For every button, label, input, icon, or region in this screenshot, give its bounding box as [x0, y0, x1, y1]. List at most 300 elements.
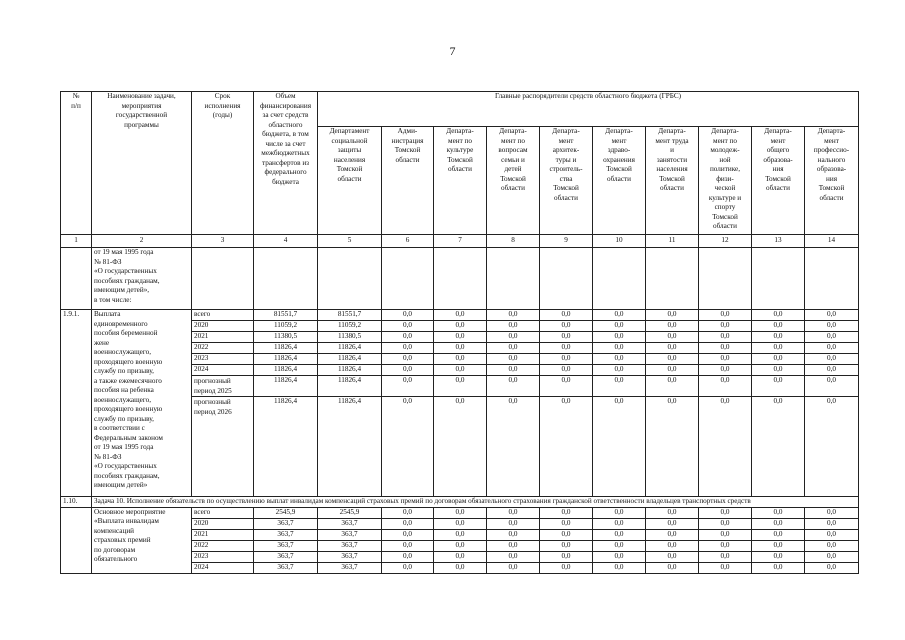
- item-1-9-1-dept-3-value: 0,0: [434, 353, 486, 364]
- header-grbs-line: детей: [504, 165, 522, 173]
- header-volume: [254, 92, 318, 235]
- item-1-9-1-dept-9-value: 0,0: [752, 396, 804, 407]
- header-grbs-line: области: [659, 184, 685, 192]
- column-number: 7: [434, 235, 487, 248]
- header-grbs-line: культуре: [446, 146, 474, 154]
- main-event-period-value: 2024: [192, 562, 253, 573]
- item-1-9-1-dept-3: [434, 310, 487, 497]
- main-event-dept-5-value: 0,0: [561, 507, 571, 516]
- item-1-9-1-dept-3-value: 0,0: [434, 364, 486, 375]
- main-event-dept-social-value: 363,7: [318, 562, 381, 573]
- main-event-period: [192, 507, 254, 573]
- main-event-dept-10-value: 0,0: [805, 540, 858, 551]
- item-1-9-1-name-line: пособия беременной: [94, 329, 158, 337]
- item-1-9-1-dept-8: [699, 310, 752, 497]
- header-grbs-line: Томской: [447, 155, 473, 164]
- page-number: 7: [449, 44, 456, 58]
- item-1-9-1-dept-10-value: 0,0: [805, 364, 858, 375]
- main-event-dept-10: [805, 507, 859, 573]
- item-1-9-1-dept-social-value: 11380,5: [318, 331, 381, 342]
- item-1-9-1-dept-6-value: 0,0: [593, 353, 645, 364]
- item-1-9-1-name-line: единовременного: [94, 319, 148, 328]
- header-volume-line: бюджета: [272, 177, 299, 186]
- header-grbs-line: социальной: [331, 136, 368, 145]
- item-1-9-1-dept-6: [593, 310, 646, 497]
- header-grbs-line: области: [765, 184, 791, 192]
- header-grbs-line: ной: [719, 155, 731, 164]
- header-grbs-line: Департа-: [605, 127, 633, 135]
- main-event-dept-5-value: 0,0: [540, 518, 592, 529]
- header-volume-line: федерального: [264, 168, 307, 176]
- item-1-9-1-name: [92, 310, 192, 497]
- item-1-9-1-dept-9-value: 0,0: [752, 342, 804, 353]
- header-grbs-line: нального: [817, 155, 846, 164]
- header-grbs-line: области: [447, 165, 473, 173]
- item-1-9-1-dept-4-value: 0,0: [487, 320, 539, 331]
- item-1-9-1-total-value: 11826,4: [254, 375, 317, 386]
- item-1-9-1-dept-2-value: 0,0: [382, 364, 433, 375]
- column-number: 8: [487, 235, 540, 248]
- header-grbs-line: вопросам: [498, 146, 528, 154]
- main-event-dept-7-value: 0,0: [646, 529, 698, 540]
- header-grbs-line: образова-: [816, 165, 847, 173]
- header-name-line: государственной: [115, 111, 168, 119]
- item-1-9-1-total: [254, 310, 318, 497]
- header-grbs-line: Томской: [765, 174, 791, 183]
- main-event-dept-6-value: 0,0: [593, 529, 645, 540]
- main-event-name-line: по договорам: [94, 545, 136, 554]
- item-1-9-1-row: [61, 310, 859, 497]
- main-event-dept-3-value: 0,0: [434, 540, 486, 551]
- main-event-dept-3-value: 0,0: [455, 507, 465, 516]
- item-1-9-1-dept-social-value: 11826,4: [318, 396, 381, 407]
- item-1-9-1-dept-social-value: 11826,4: [318, 364, 381, 375]
- item-1-9-1-period: [192, 310, 254, 497]
- main-event-dept-4-value: 0,0: [487, 540, 539, 551]
- main-event-name-line: страховых премий: [94, 536, 151, 544]
- item-1-9-1-dept-4-value: 0,0: [508, 310, 518, 318]
- header-grbs-line: мент труда: [655, 136, 689, 145]
- header-grbs-line: Томской: [336, 165, 363, 173]
- header-grbs-line: Департа-: [499, 127, 527, 135]
- main-event-dept-10-value: 0,0: [827, 507, 836, 516]
- header-grbs-line: Томской: [659, 174, 685, 183]
- header-grbs-2: [382, 127, 434, 235]
- main-event-dept-7-value: 0,0: [646, 551, 698, 562]
- column-number: 12: [699, 235, 752, 248]
- item-1-9-1-dept-8-value: 0,0: [699, 375, 751, 386]
- item-1-9-1-dept-10: [805, 310, 859, 497]
- header-grbs-line: Томской: [606, 165, 632, 173]
- header-number: [61, 92, 92, 235]
- item-1-9-1-dept-5-value: 0,0: [540, 353, 592, 364]
- item-1-9-1-dept-10-value: 0,0: [827, 310, 836, 318]
- item-1-9-1-dept-social-value: 11059,2: [318, 320, 381, 331]
- main-event-dept-2-value: 0,0: [403, 507, 412, 516]
- item-1-9-1-dept-10-value: 0,0: [805, 331, 858, 342]
- item-1-9-1-dept-4-value: 0,0: [487, 331, 539, 342]
- item-1-9-1-name-line: от 19 мая 1995 года: [94, 443, 154, 451]
- main-event-number: [61, 507, 92, 573]
- main-event-dept-6-value: 0,0: [593, 551, 645, 562]
- header-grbs-line: архитек-: [552, 146, 580, 154]
- item-1-9-1-dept-10-value: 0,0: [805, 342, 858, 353]
- item-1-9-1-dept-social-value: 11826,4: [318, 375, 381, 386]
- header-grbs-line: ческой: [714, 184, 736, 192]
- header-grbs-line: образова-: [763, 155, 793, 164]
- item-1-9-1-dept-9-value: 0,0: [752, 375, 804, 386]
- header-grbs-9: [752, 127, 805, 235]
- item-1-9-1-dept-5-value: 0,0: [540, 320, 592, 331]
- column-number: 5: [318, 235, 382, 248]
- item-1-9-1-dept-9-value: 0,0: [773, 310, 783, 318]
- header-grbs-line: Томской: [394, 146, 421, 154]
- main-event-dept-5-value: 0,0: [540, 529, 592, 540]
- main-event-period-value: 2023: [192, 551, 253, 562]
- item-1-9-1-name-line: «О государственных: [94, 462, 157, 470]
- item-1-9-1-dept-9: [752, 310, 805, 497]
- item-1-9-1-dept-3-value: 0,0: [434, 331, 486, 342]
- item-1-9-1-total-value: 11826,4: [254, 364, 317, 375]
- item-1-9-1-dept-4-value: 0,0: [487, 396, 539, 407]
- main-event-dept-2-value: 0,0: [382, 551, 433, 562]
- item-1-9-1-dept-7-value: 0,0: [646, 364, 698, 375]
- header-volume-line: финансирования: [259, 101, 312, 110]
- main-event-dept-3: [434, 507, 487, 573]
- continuation-number-cell: [61, 248, 92, 310]
- item-1-9-1-total-value: 11826,4: [254, 342, 317, 353]
- item-1-9-1-dept-5-value: 0,0: [540, 375, 592, 386]
- item-1-9-1-name-line: службу по призыву,: [94, 414, 154, 423]
- main-event-dept-9-value: 0,0: [773, 507, 783, 516]
- header-grbs-5: [540, 127, 593, 235]
- main-event-dept-6-value: 0,0: [614, 507, 624, 516]
- header-grbs-line: Департа-: [711, 127, 739, 135]
- item-1-9-1-dept-social-value: 11826,4: [318, 353, 381, 364]
- main-event-dept-3-value: 0,0: [434, 518, 486, 529]
- item-1-9-1-dept-10-value: 0,0: [805, 353, 858, 364]
- header-grbs-line: мент: [770, 136, 786, 145]
- item-1-9-1-dept-7-value: 0,0: [646, 396, 698, 407]
- main-event-dept-social-value: 363,7: [318, 551, 381, 562]
- item-1-9-1-dept-8-value: 0,0: [699, 364, 751, 375]
- main-event-dept-8-value: 0,0: [699, 551, 751, 562]
- header-grbs-line: мент по: [713, 136, 737, 145]
- continuation-row: [61, 248, 859, 310]
- item-1-9-1-period-value: 2022: [192, 342, 253, 353]
- item-1-9-1-name-line: пособия на ребенка: [94, 386, 154, 394]
- item-1-9-1-dept-6-value: 0,0: [593, 364, 645, 375]
- header-grbs-line: Томской: [712, 212, 738, 221]
- header-grbs-line: Департа-: [552, 127, 580, 135]
- item-1-9-1-dept-8-value: 0,0: [699, 342, 751, 353]
- item-1-9-1-period-value: прогнозный период 2026: [192, 396, 253, 417]
- column-number: 6: [382, 235, 434, 248]
- item-1-9-1-dept-5: [540, 310, 593, 497]
- continuation-line: в том числе:: [94, 295, 132, 304]
- item-1-9-1-name-line: проходящего военную: [94, 357, 163, 366]
- header-grbs-line: населения: [656, 165, 688, 173]
- header-grbs-3: [434, 127, 487, 235]
- header-grbs-line: физи-: [716, 174, 734, 183]
- item-1-9-1-dept-5-value: 0,0: [540, 364, 592, 375]
- item-1-9-1-dept-9-value: 0,0: [752, 320, 804, 331]
- item-1-9-1-dept-3-value: 0,0: [434, 375, 486, 386]
- header-volume-line: за счет средств: [262, 111, 309, 119]
- item-1-9-1-total-value: 11826,4: [254, 353, 317, 364]
- item-1-9-1-dept-7-value: 0,0: [667, 310, 677, 318]
- item-1-9-1-dept-4-value: 0,0: [487, 342, 539, 353]
- column-number: 11: [646, 235, 699, 248]
- header-number-line: №: [72, 92, 80, 100]
- item-1-9-1-dept-3-value: 0,0: [434, 396, 486, 407]
- item-1-9-1-dept-6-value: 0,0: [593, 396, 645, 407]
- main-event-dept-4-value: 0,0: [487, 529, 539, 540]
- main-event-dept-social-value: 363,7: [318, 540, 381, 551]
- main-event-dept-7-value: 0,0: [646, 562, 698, 573]
- header-grbs-1: [318, 127, 382, 235]
- main-event-dept-2-value: 0,0: [382, 562, 433, 573]
- item-1-9-1-number: 1.9.1.: [61, 310, 92, 497]
- item-1-9-1-dept-6-value: 0,0: [593, 331, 645, 342]
- main-event-dept-10-value: 0,0: [805, 518, 858, 529]
- header-grbs-line: культуре и: [708, 193, 742, 202]
- item-1-9-1-dept-7-value: 0,0: [646, 320, 698, 331]
- main-event-dept-4-value: 0,0: [508, 507, 518, 516]
- item-1-9-1-dept-4: [487, 310, 540, 497]
- item-1-9-1-dept-8-value: 0,0: [699, 320, 751, 331]
- column-number: 10: [593, 235, 646, 248]
- item-1-9-1-total-value: 81551,7: [273, 310, 298, 318]
- item-1-9-1-dept-social: [318, 310, 382, 497]
- main-event-dept-2-value: 0,0: [382, 540, 433, 551]
- header-name-line: Наименование задачи,: [107, 92, 176, 100]
- main-event-dept-8-value: 0,0: [720, 507, 730, 516]
- header-volume-line: бюджета, в том: [262, 130, 309, 138]
- column-number: 9: [540, 235, 593, 248]
- item-1-9-1-name-line: Выплата: [94, 310, 121, 318]
- main-event-dept-4-value: 0,0: [487, 551, 539, 562]
- item-1-9-1-dept-5-value: 0,0: [540, 331, 592, 342]
- item-1-9-1-period-value: прогнозный период 2025: [192, 375, 253, 396]
- main-event-total-value: 363,7: [254, 518, 317, 529]
- main-event-dept-9-value: 0,0: [752, 562, 804, 573]
- header-grbs-line: мент: [611, 136, 627, 145]
- item-1-9-1-dept-4-value: 0,0: [487, 353, 539, 364]
- main-event-dept-3-value: 0,0: [434, 529, 486, 540]
- header-grbs-line: области: [395, 155, 420, 164]
- header-grbs-7: [646, 127, 699, 235]
- column-number: 13: [752, 235, 805, 248]
- main-event-dept-9-value: 0,0: [752, 518, 804, 529]
- header-volume-line: межбюджетных: [261, 149, 310, 157]
- header-grbs-line: области: [337, 174, 362, 183]
- header-grbs-line: ства: [559, 174, 573, 183]
- main-event-name-line: «Выплата инвалидам: [94, 517, 159, 525]
- item-1-9-1-period-value: 2024: [192, 364, 253, 375]
- header-grbs-8: [699, 127, 752, 235]
- item-1-9-1-dept-3-value: 0,0: [434, 320, 486, 331]
- item-1-9-1-dept-9-value: 0,0: [752, 353, 804, 364]
- header-grbs-line: политике,: [709, 165, 741, 173]
- column-number: 14: [805, 235, 859, 248]
- header-grbs-line: защиты: [337, 146, 362, 154]
- item-1-9-1-name-line: пособиях гражданам,: [94, 471, 160, 480]
- item-1-9-1-period-value: 2023: [192, 353, 253, 364]
- main-event-dept-5-value: 0,0: [540, 562, 592, 573]
- item-1-9-1-period-value: всего: [194, 310, 211, 318]
- item-1-9-1-dept-7-value: 0,0: [646, 375, 698, 386]
- column-number: 1: [61, 235, 92, 248]
- column-number: 3: [192, 235, 254, 248]
- header-grbs-line: туры и: [555, 155, 577, 164]
- item-1-9-1-dept-2-value: 0,0: [382, 396, 433, 407]
- main-event-dept-9-value: 0,0: [752, 540, 804, 551]
- header-grbs-line: Томской: [500, 174, 526, 183]
- item-1-9-1-dept-4-value: 0,0: [487, 364, 539, 375]
- header-period-line: исполнения: [204, 101, 241, 110]
- item-1-9-1-dept-6-value: 0,0: [614, 310, 624, 318]
- item-1-9-1-name-line: службу по призыву,: [94, 367, 154, 375]
- header-grbs-line: нистрация: [391, 136, 424, 145]
- header-grbs-line: области: [819, 193, 844, 202]
- main-event-dept-4-value: 0,0: [487, 518, 539, 529]
- item-1-9-1-name-line: № 81-ФЗ: [94, 452, 122, 461]
- main-event-dept-6-value: 0,0: [593, 518, 645, 529]
- column-number: 4: [254, 235, 318, 248]
- main-event-dept-7: [646, 507, 699, 573]
- main-event-dept-8-value: 0,0: [699, 518, 751, 529]
- header-grbs-line: области: [553, 193, 579, 202]
- header-name-line: программы: [124, 120, 159, 129]
- item-1-9-1-dept-8-value: 0,0: [720, 310, 730, 318]
- main-event-name-line: компенсаций: [94, 526, 135, 535]
- header-grbs-line: профессио-: [813, 146, 850, 154]
- item-1-9-1-name-line: жене: [94, 338, 110, 347]
- item-1-9-1-name-line: имеющим детей»: [94, 481, 148, 489]
- header-grbs-line: мент: [824, 136, 839, 145]
- main-event-dept-7-value: 0,0: [646, 518, 698, 529]
- header-grbs-line: и: [670, 146, 674, 154]
- main-event-dept-2-value: 0,0: [382, 529, 433, 540]
- header-period-line: (годы): [212, 111, 233, 119]
- main-event-name-line: обязательного: [94, 555, 138, 563]
- item-1-9-1-dept-5-value: 0,0: [561, 310, 571, 318]
- header-number-line: п/п: [71, 101, 81, 110]
- main-event-dept-10-value: 0,0: [805, 529, 858, 540]
- header-grbs-line: мент: [558, 136, 574, 145]
- main-event-dept-social-value: 363,7: [318, 529, 381, 540]
- header-grbs-line: охранения: [603, 155, 635, 164]
- header-grbs-line: молодеж-: [710, 146, 740, 154]
- main-event-total-value: 2545,9: [275, 507, 296, 516]
- item-1-9-1-period-value: 2021: [192, 331, 253, 342]
- item-1-9-1-dept-2-value: 0,0: [382, 342, 433, 353]
- item-1-9-1-dept-2: [382, 310, 434, 497]
- main-event-dept-social: [318, 507, 382, 573]
- header-grbs-line: мент по: [448, 136, 472, 145]
- item-1-9-1-dept-5-value: 0,0: [540, 342, 592, 353]
- item-1-9-1-dept-10-value: 0,0: [805, 396, 858, 407]
- task-number: 1.10.: [61, 497, 92, 508]
- header-grbs-line: области: [500, 184, 526, 192]
- item-1-9-1-dept-3-value: 0,0: [455, 310, 465, 318]
- main-event-total-value: 363,7: [254, 529, 317, 540]
- item-1-9-1-dept-2-value: 0,0: [403, 310, 412, 318]
- header-grbs-10: [805, 127, 859, 235]
- item-1-9-1-dept-6-value: 0,0: [593, 320, 645, 331]
- header-grbs-line: ния: [826, 174, 837, 183]
- item-1-9-1-dept-4-value: 0,0: [487, 375, 539, 386]
- main-event-total-value: 363,7: [254, 540, 317, 551]
- header-grbs-line: спорту: [714, 203, 736, 211]
- item-1-9-1-dept-8-value: 0,0: [699, 353, 751, 364]
- column-number: 2: [92, 235, 192, 248]
- main-event-dept-9-value: 0,0: [752, 551, 804, 562]
- continuation-line: № 81-ФЗ: [94, 257, 122, 266]
- main-event-dept-4-value: 0,0: [487, 562, 539, 573]
- item-1-9-1-dept-3-value: 0,0: [434, 342, 486, 353]
- header-grbs-line: Департа-: [764, 127, 792, 135]
- item-1-9-1-name-line: а также ежемесячного: [94, 376, 162, 385]
- item-1-9-1-dept-2-value: 0,0: [382, 320, 433, 331]
- continuation-name-cell: [92, 248, 192, 310]
- header-row-top: [61, 92, 859, 127]
- continuation-line: от 19 мая 1995 года: [94, 248, 154, 256]
- main-event-total: [254, 507, 318, 573]
- main-event-dept-7-value: 0,0: [646, 540, 698, 551]
- item-1-9-1-dept-10-value: 0,0: [805, 320, 858, 331]
- item-1-9-1-name-line: военнослужащего,: [94, 395, 151, 404]
- header-grbs-line: Департамент: [329, 127, 370, 135]
- main-event-dept-5-value: 0,0: [540, 540, 592, 551]
- task-text: Задача 10. Исполнение обязательств по осуществлению выплат инвалидам компенсаций страховых премий по договорам обязательного страхования гражданской ответственности владельцев транспортных средств: [92, 497, 859, 508]
- header-grbs-line: области: [606, 174, 632, 183]
- item-1-9-1-dept-6-value: 0,0: [593, 342, 645, 353]
- main-event-dept-8: [699, 507, 752, 573]
- column-number-row: [61, 235, 859, 248]
- header-grbs-line: Томской: [553, 184, 579, 192]
- continuation-line: «О государственных: [94, 267, 157, 275]
- main-event-total-value: 363,7: [254, 562, 317, 573]
- header-grbs-line: строитель-: [549, 165, 583, 173]
- main-event-dept-2: [382, 507, 434, 573]
- main-event-dept-4: [487, 507, 540, 573]
- item-1-9-1-dept-5-value: 0,0: [540, 396, 592, 407]
- header-volume-line: Объем: [275, 92, 296, 100]
- header-grbs-line: Адми-: [397, 127, 418, 135]
- main-event-dept-9-value: 0,0: [752, 529, 804, 540]
- item-1-9-1-dept-2-value: 0,0: [382, 353, 433, 364]
- item-1-9-1-total-value: 11059,2: [254, 320, 317, 331]
- header-grbs-line: мент по: [501, 136, 525, 145]
- header-period: [192, 92, 254, 235]
- header-grbs-line: Департа-: [817, 127, 846, 135]
- main-event-dept-3-value: 0,0: [434, 551, 486, 562]
- header-grbs-line: общего: [766, 146, 790, 154]
- main-event-period-value: 2021: [192, 529, 253, 540]
- budget-table: [60, 91, 859, 574]
- item-1-9-1-dept-8-value: 0,0: [699, 396, 751, 407]
- header-grbs-line: семьи и: [501, 155, 525, 164]
- item-1-9-1-dept-7-value: 0,0: [646, 342, 698, 353]
- header-grbs-line: Департа-: [446, 127, 474, 135]
- task-1-10-row: [61, 497, 859, 508]
- main-event-name: [92, 507, 192, 573]
- main-event-dept-9: [752, 507, 805, 573]
- main-event-dept-10-value: 0,0: [805, 562, 858, 573]
- item-1-9-1-dept-7: [646, 310, 699, 497]
